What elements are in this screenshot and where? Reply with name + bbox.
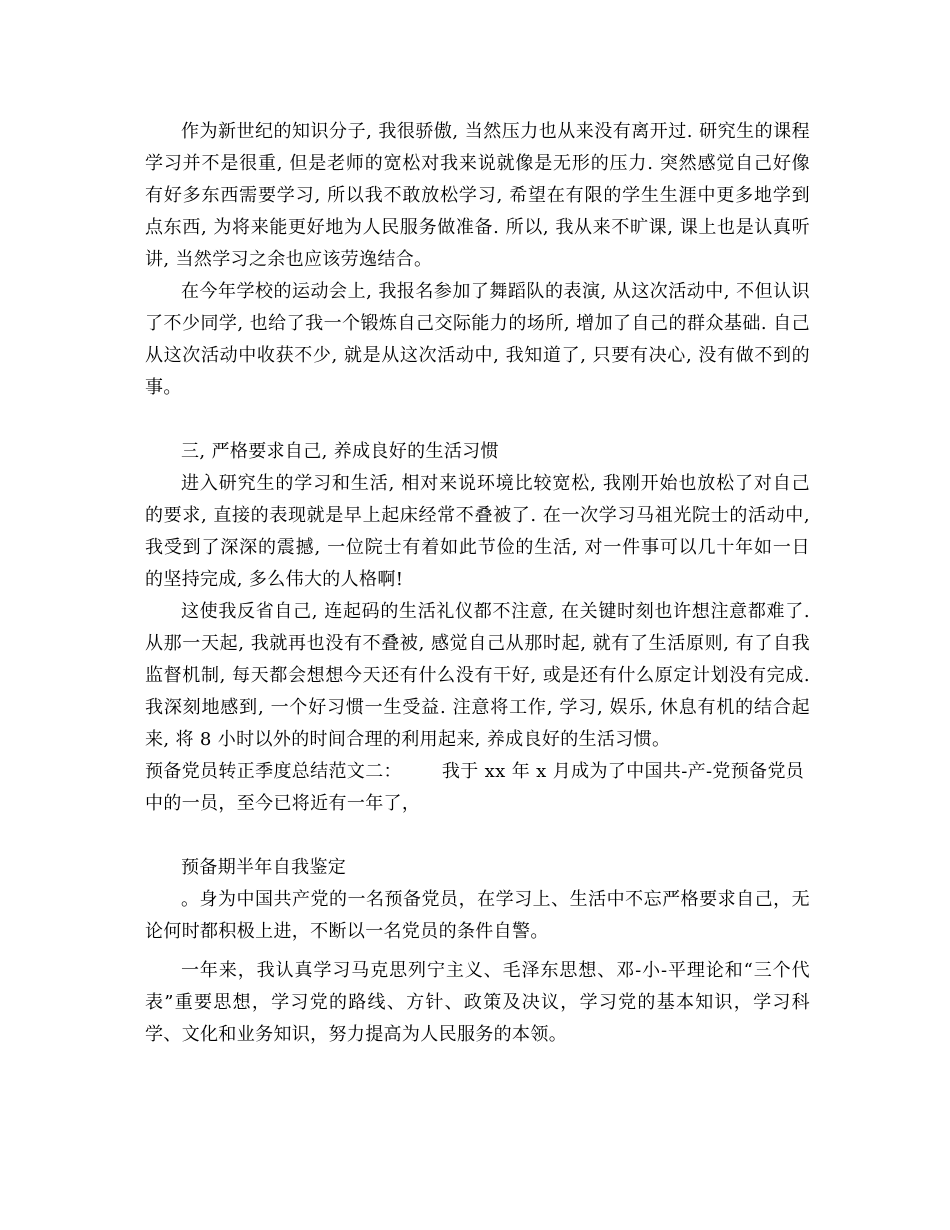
- section-intro: 我于 xx 年 x 月成为了中国共-产-党预备党员中的一员，至今已将近有一年了，: [145, 761, 805, 814]
- paragraph-5: 。身为中国共产党的一名预备党员，在学习上、生活中不忘严格要求自己，无论何时都积极上进，不断以一名党员的条件自警。: [145, 889, 810, 942]
- subheading: 预备期半年自我鉴定: [181, 857, 347, 878]
- paragraph-1: 作为新世纪的知识分子, 我很骄傲, 当然压力也从来没有离开过. 研究生的课程学习并不是很重, 但是老师的宽松对我来说就像是无形的压力. 突然感觉自己好像有好多东西需要学习, 所以我不敢放松学习, 希望在有限的学生生涯中更多地学到点东西, 为将来能更好地为人民服务做准备. 所以, 我从来不旷课, 课上也是认真听讲, 当然学习之余也应该劳逸结合。: [145, 121, 810, 270]
- section-two-block: [145, 756, 810, 820]
- paragraph-3: 进入研究生的学习和生活, 相对来说环境比较宽松, 我刚开始也放松了对自己的要求, 直接的表现就是早上起床经常不叠被了. 在一次学习马祖光院士的活动中, 我受到了深深的震撼, 一位院士有着如此节俭的生活, 对一件事可以几十年如一日的坚持完成, 多么伟大的人格啊!: [145, 473, 810, 590]
- paragraph-4: 这使我反省自己, 连起码的生活礼仪都不注意, 在关键时刻也许想注意都难了. 从那一天起, 我就再也没有不叠被, 感觉自己从那时起, 就有了生活原则, 有了自我监督机制, 每天都会想想今天还有什么没有干好, 或是还有什么原定计划没有完成. 我深刻地感到, 一个好习惯一生受益. 注意将工作, 学习, 娱乐, 休息有机的结合起来, 将 8 小时以外的时间合理的利用起来, 养成良好的生活习惯。: [145, 601, 810, 750]
- section-title: 预备党员转正季度总结范文二：: [145, 761, 402, 782]
- paragraph-2: 在今年学校的运动会上, 我报名参加了舞蹈队的表演, 从这次活动中, 不但认识了不少同学, 也给了我一个锻炼自己交际能力的场所, 增加了自己的群众基础. 自己从这次活动中收获不少, 就是从这次活动中, 我知道了, 只要有决心, 没有做不到的事。: [145, 281, 810, 398]
- section-heading-3: 三, 严格要求自己, 养成良好的生活习惯: [181, 441, 499, 462]
- paragraph-6: 一年来，我认真学习马克思列宁主义、毛泽东思想、邓-小-平理论和“三个代表”重要思想，学习党的路线、方针、政策及决议，学习党的基本知识，学习科学、文化和业务知识，努力提高为人民服务的本领。: [145, 960, 810, 1045]
